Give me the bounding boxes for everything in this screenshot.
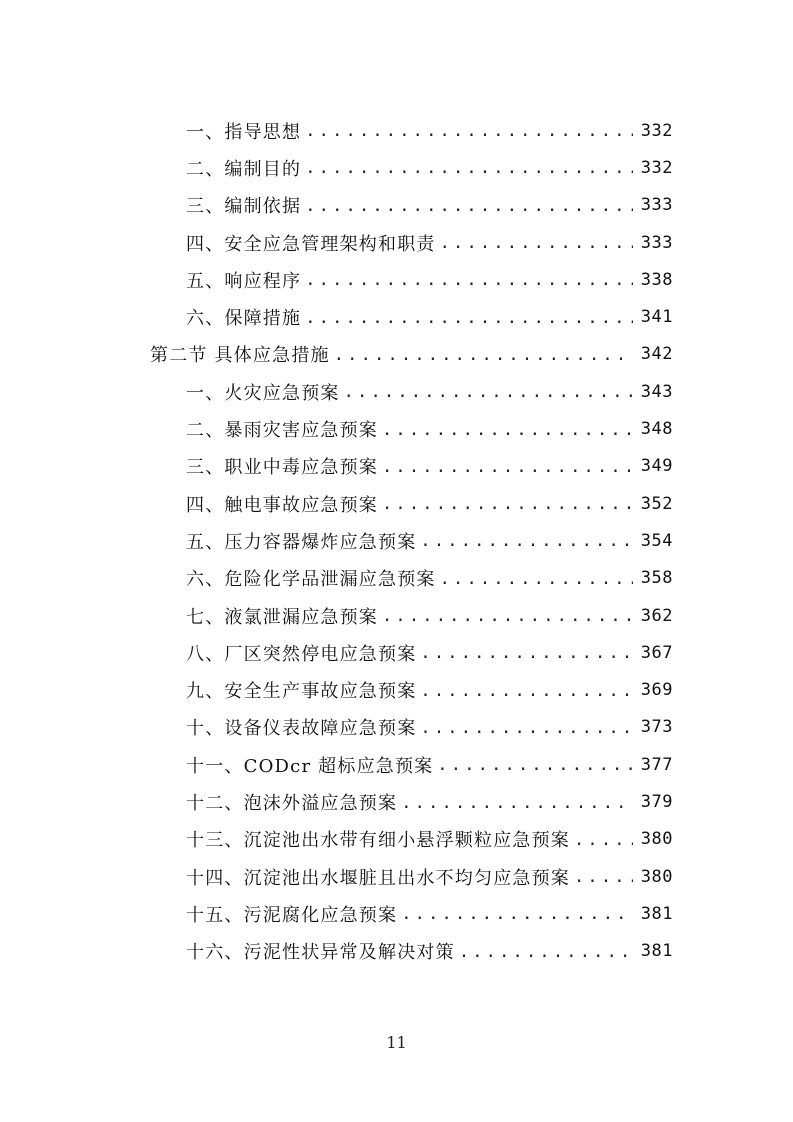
toc-entry-title: 九、安全生产事故应急预案 [186,681,417,703]
toc-entry-page: 342 [640,344,673,365]
toc-entry[interactable] [0,895,793,932]
toc-entry-title: 一、火灾应急预案 [186,382,340,404]
toc-entry-page: 352 [640,493,673,514]
toc-entry[interactable] [0,224,793,261]
toc-entry-title: 十三、沉淀池出水带有细小悬浮颗粒应急预案 [186,830,570,852]
dot-leader [420,533,632,550]
toc-entry-page: 338 [640,269,673,290]
toc-entry-page: 380 [640,829,673,850]
dot-leader [420,720,632,737]
dot-leader [382,459,633,476]
toc-entry-page: 380 [640,866,673,887]
dot-leader [382,422,633,439]
toc-section-entry[interactable] [0,336,793,373]
dot-leader [420,645,632,662]
toc-entry-title: 十一、CODcr 超标应急预案 [186,755,434,777]
toc-entry-page: 358 [640,568,673,589]
toc-entry-title: 八、厂区突然停电应急预案 [186,643,417,665]
toc-entry-title: 六、保障措施 [186,308,302,330]
toc-entry-page: 333 [640,232,673,253]
toc-entry[interactable] [0,709,793,746]
toc-section-title: 第二节 具体应急措施 [150,345,330,367]
toc-entry-title: 四、触电事故应急预案 [186,494,378,516]
toc-entry[interactable] [0,112,793,149]
toc-entry[interactable] [0,560,793,597]
dot-leader [401,795,633,812]
toc-entry-title: 五、压力容器爆炸应急预案 [186,531,417,553]
toc-entry-title: 三、职业中毒应急预案 [186,457,378,479]
toc-entry-title: 十五、污泥腐化应急预案 [186,904,398,926]
toc-entry[interactable] [0,746,793,783]
dot-leader [574,832,633,849]
dot-leader [437,757,632,774]
toc-entry[interactable] [0,373,793,410]
toc-entry-page: 348 [640,419,673,440]
dot-leader [382,608,633,625]
dot-leader [420,683,632,700]
toc-entry-title: 二、编制目的 [186,158,302,180]
dot-leader [459,944,633,961]
toc-entry[interactable] [0,522,793,559]
toc-entry[interactable] [0,597,793,634]
toc-entry-page: 379 [640,792,673,813]
page-number: 11 [386,1033,407,1052]
toc-entry-page: 341 [640,307,673,328]
toc-entry-page: 332 [640,157,673,178]
toc-entry-title: 四、安全应急管理架构和职责 [186,233,436,255]
dot-leader [382,496,633,513]
toc-entry-page: 373 [640,717,673,738]
toc-entry-page: 369 [640,680,673,701]
toc-entry-page: 377 [640,754,673,775]
toc-entry-title: 六、危险化学品泄漏应急预案 [186,569,436,591]
dot-leader [305,272,633,289]
toc-entry[interactable] [0,485,793,522]
dot-leader [305,310,633,327]
toc-entry-title: 五、响应程序 [186,270,302,292]
toc-entry[interactable] [0,783,793,820]
toc-entry-page: 349 [640,456,673,477]
toc-entry[interactable] [0,448,793,485]
toc-entry-page: 367 [640,642,673,663]
dot-leader [574,869,633,886]
toc-entry[interactable] [0,261,793,298]
dot-leader [305,123,633,140]
toc-entry[interactable] [0,634,793,671]
toc-entry-page: 333 [640,195,673,216]
toc-entry[interactable] [0,858,793,895]
dot-leader [334,347,633,364]
toc-entry[interactable] [0,821,793,858]
dot-leader [401,906,633,923]
toc-entry[interactable] [0,933,793,970]
toc-entry-title: 十、设备仪表故障应急预案 [186,718,417,740]
dot-leader [440,571,633,588]
dot-leader [305,198,633,215]
toc-entry[interactable] [0,299,793,336]
toc-entry[interactable] [0,672,793,709]
toc-entry[interactable] [0,149,793,186]
toc-entry-page: 381 [640,903,673,924]
toc-entry-page: 343 [640,381,673,402]
toc-entry-page: 332 [640,120,673,141]
toc-entry-title: 七、液氯泄漏应急预案 [186,606,378,628]
dot-leader [305,160,633,177]
toc-entry-page: 381 [640,941,673,962]
toc-entry-title: 一、指导思想 [186,121,302,143]
toc-entry-title: 十六、污泥性状异常及解决对策 [186,942,455,964]
toc-entry[interactable] [0,410,793,447]
toc-entry-title: 十二、泡沫外溢应急预案 [186,793,398,815]
toc-entry-title: 十四、沉淀池出水堰脏且出水不均匀应急预案 [186,867,570,889]
toc-entry-title: 二、暴雨灾害应急预案 [186,420,378,442]
toc-entry-page: 362 [640,605,673,626]
toc-entry[interactable] [0,187,793,224]
dot-leader [344,384,633,401]
toc-entry-page: 354 [640,530,673,551]
toc-entry-title: 三、编制依据 [186,196,302,218]
dot-leader [440,235,633,252]
